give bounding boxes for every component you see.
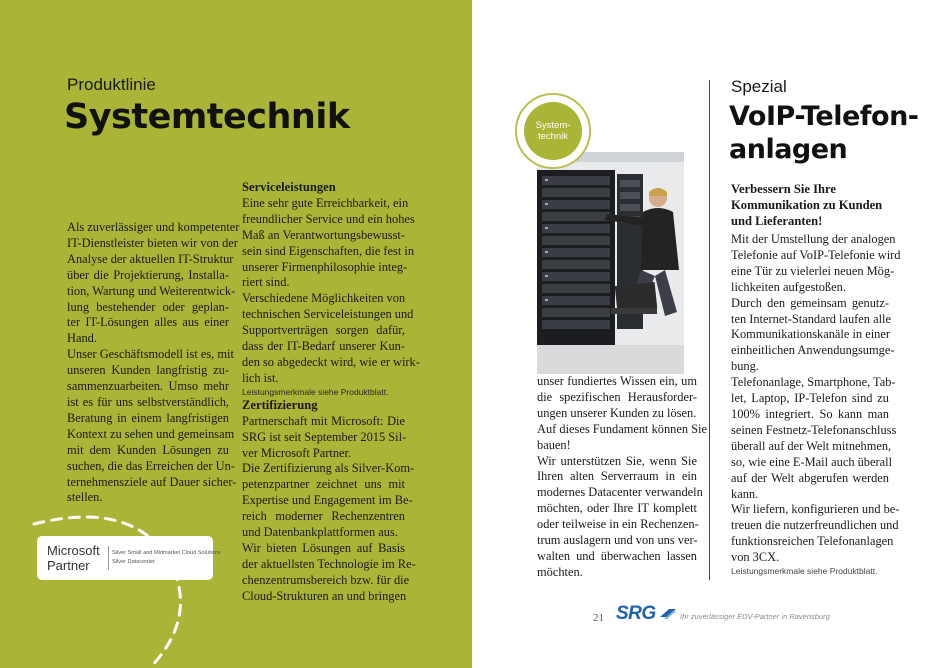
services-line: lich ist. xyxy=(242,370,279,385)
intro-line: mit dem Kunden Lösungen zu xyxy=(67,442,229,457)
left-kicker: Produktlinie xyxy=(67,75,156,94)
footer-tagline: Ihr zuverlässiger EDV-Partner in Ravensburg xyxy=(680,612,830,621)
intro-line: ist es für uns selbstverständlich, xyxy=(67,394,229,409)
voip-line: treuen die nutzerfreundlichen und xyxy=(731,518,899,533)
services-line: freundlicher Service und ein hohes xyxy=(242,211,415,226)
services-line: sein sind Eigenschaften, die fest in xyxy=(242,243,415,258)
continued-line: Auf dieses Fundament können Sie xyxy=(537,421,708,436)
ms-brand-line2: Partner xyxy=(47,558,90,573)
cert-lines xyxy=(242,413,416,605)
continued-line: Ihren alten Serverraum in ein xyxy=(537,469,697,484)
voip-line: auf der Welt abgerufen werden xyxy=(731,470,889,485)
circle-label-line1: System- xyxy=(535,120,571,131)
services-line: den so abgedeckt wird, wie er wirk- xyxy=(242,354,420,369)
ms-brand-line1: Microsoft xyxy=(47,543,100,558)
badge-divider xyxy=(108,546,109,570)
voip-line: Durch den gemeinsam genutz- xyxy=(731,295,889,310)
cert-line: petenzpartner zeichnet uns mit xyxy=(242,477,405,492)
services-column xyxy=(242,180,420,605)
continued-line: unser fundiertes Wissen ein, um xyxy=(537,374,697,388)
intro-line: über die Projektierung, Installa- xyxy=(67,267,229,282)
intro-line: Kontext zu sehen und gemeinsam xyxy=(67,426,235,441)
voip-line: let, Laptop, IP-Telefon sind zu xyxy=(731,391,889,406)
services-line: Maß an Verantwortungsbewusst- xyxy=(242,227,405,242)
cert-line: reich moderner Rechenzentren xyxy=(242,509,405,524)
cert-line: und Datenbankplattformen aus. xyxy=(242,525,398,540)
continued-line: möchten, oder Ihre IT komplett xyxy=(537,501,697,516)
services-line: riert sind. xyxy=(242,275,290,290)
ms-competency-2: Silver Datacenter xyxy=(112,559,155,565)
services-line: dass der IT-Bedarf unserer Kun- xyxy=(242,339,405,354)
services-lines xyxy=(242,195,420,387)
voip-column xyxy=(731,181,901,577)
voip-line: bung. xyxy=(731,359,759,374)
continued-lines xyxy=(537,374,708,581)
voip-line: Telefonanlage, Smartphone, Tab- xyxy=(731,375,896,390)
intro-line: ter IT-Lösungen alles aus einer xyxy=(67,315,229,330)
voip-lead xyxy=(731,181,889,229)
continued-line: die spezifischen Herausforder- xyxy=(537,389,697,404)
server-room-photo xyxy=(537,152,684,374)
srg-logo-mark-icon xyxy=(660,607,676,619)
voip-note: Leistungsmerkmale siehe Produktblatt. xyxy=(731,566,878,577)
continued-line: modernes Datacenter verwandeln xyxy=(537,485,703,500)
cert-line: Cloud-Strukturen an und bringen xyxy=(242,588,407,603)
cert-heading: Zertifizierung xyxy=(242,397,318,412)
systemtechnik-circle-badge xyxy=(515,93,591,169)
services-line: Supportverträgen sorgen dafür, xyxy=(242,323,405,338)
intro-line: unseren Kunden langfristig zu- xyxy=(67,363,229,378)
microsoft-logo xyxy=(47,544,100,572)
voip-line: seinen Festnetz-Telefonanschluss xyxy=(731,422,897,437)
services-heading: Serviceleistungen xyxy=(242,180,336,194)
lead-line: und Lieferanten! xyxy=(731,214,823,228)
voip-line: Telefonie auf VoIP-Telefonie wird xyxy=(731,247,901,262)
services-line: technischen Serviceleistungen und xyxy=(242,307,414,322)
voip-line: von 3CX. xyxy=(731,550,780,565)
intro-line: tion, Wartung und Weiterentwick- xyxy=(67,283,236,298)
circle-label-line2: technik xyxy=(537,131,569,142)
cert-line: ver Microsoft Partner. xyxy=(242,445,352,460)
continued-line: trum auslagern und von uns ver- xyxy=(537,533,698,548)
voip-line: ten Internet-Standard laufen alle xyxy=(731,311,891,326)
voip-line: Mit der Umstellung der analogen xyxy=(731,232,896,246)
continued-line: ungen unserer Kunden zu lösen. xyxy=(537,405,697,420)
page-number: 21 xyxy=(593,612,604,624)
ms-competency-1: Silver Small and Midmarket Cloud Solutions xyxy=(112,550,221,556)
microsoft-partner-badge xyxy=(37,536,221,580)
intro-line: suchen, die das Erreichen der Un- xyxy=(67,458,235,473)
continued-text xyxy=(537,374,708,581)
circle-label xyxy=(524,120,582,142)
column-divider xyxy=(709,80,710,580)
intro-line: Analyse der aktuellen IT-Struktur xyxy=(67,251,234,266)
intro-line: IT-Dienstleister bieten wir von der xyxy=(67,235,238,250)
dashed-arc-decoration xyxy=(0,500,240,668)
cert-line: Wir bieten Lösungen auf Basis xyxy=(242,540,405,555)
voip-line: eine Tür zu vielerlei neuen Mög- xyxy=(731,263,895,278)
voip-line: 100% integriert. So kann man xyxy=(731,406,889,421)
continued-line: walten und überwachen lassen xyxy=(537,548,697,563)
intro-text xyxy=(67,220,240,506)
cert-line: SRG ist seit September 2015 Sil- xyxy=(242,429,407,444)
srg-logo xyxy=(616,603,676,625)
services-line: unserer Firmenphilosophie integ- xyxy=(242,259,408,274)
circle-inner xyxy=(524,102,582,160)
intro-line: ternehmensziele auf Dauer sicher- xyxy=(67,474,237,489)
cert-line: chenzentrumsbereich bzw. für die xyxy=(242,572,410,587)
services-line: Verschiedene Möglichkeiten von xyxy=(242,291,406,306)
voip-line: funktionsreichen Telefonanlagen xyxy=(731,534,894,549)
lead-line: Verbessern Sie Ihre xyxy=(731,182,836,196)
srg-logo-text: SRG xyxy=(616,603,656,624)
voip-line: lichkeiten aufgestoßen. xyxy=(731,279,846,294)
continued-line: möchten. xyxy=(537,564,583,579)
continued-line: oder teilweise in ein Rechenzen- xyxy=(537,517,699,532)
intro-lines xyxy=(67,220,240,506)
lead-line: Kommunikation zu Kunden xyxy=(731,198,883,212)
voip-line: überall auf der Welt mitnehmen, xyxy=(731,438,892,453)
cert-line: Partnerschaft mit Microsoft: Die xyxy=(242,413,405,428)
right-title xyxy=(729,100,919,166)
intro-line: Als zuverlässiger und kompetenter xyxy=(67,220,240,234)
voip-line: so, wie eine E-Mail auch überall xyxy=(731,454,893,469)
cert-line: Expertise und Engagement im Be- xyxy=(242,493,413,508)
intro-line: sammenzuarbeiten. Umso mehr xyxy=(67,379,229,394)
intro-line: lung bestehender oder geplan- xyxy=(67,299,229,314)
cert-line: der aktuellsten Technologie im Re- xyxy=(242,556,416,571)
left-title: Systemtechnik xyxy=(64,97,350,137)
cert-line: Die Zertifizierung als Silver-Kom- xyxy=(242,461,415,476)
continued-line: Wir unterstützen Sie, wenn Sie xyxy=(537,453,697,468)
intro-line: Unser Geschäftsmodell ist es, mit xyxy=(67,347,234,362)
services-line: Eine sehr gute Erreichbarkeit, ein xyxy=(242,195,409,210)
voip-lines xyxy=(731,232,901,566)
right-title-line1: VoIP-Telefon- xyxy=(729,101,919,132)
right-kicker: Spezial xyxy=(731,77,787,96)
voip-line: Kommunikationskanäle in einer xyxy=(731,327,890,342)
intro-line: Hand. xyxy=(67,331,97,346)
intro-line: stellen. xyxy=(67,490,103,505)
continued-line: bauen! xyxy=(537,437,571,452)
services-note: Leistungsmerkmale siehe Produktblatt. xyxy=(242,386,389,397)
voip-line: einheitlichen Anwendungsumge- xyxy=(731,343,895,358)
voip-line: kann. xyxy=(731,486,759,501)
voip-line: Wir liefern, konfigurieren und be- xyxy=(731,502,900,517)
right-title-line2: anlagen xyxy=(729,134,848,165)
intro-line: Beratung in einem langfristigen xyxy=(67,410,229,425)
